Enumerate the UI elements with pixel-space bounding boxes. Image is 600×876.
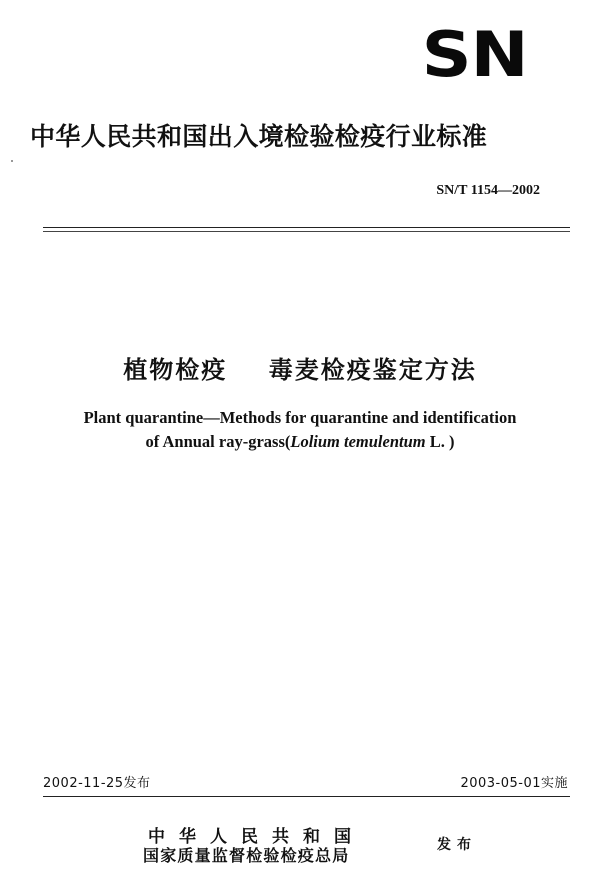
chinese-title: 植物检疫 毒麦检疫鉴定方法 xyxy=(123,356,477,384)
issue-date: 2002-11-25发布 xyxy=(43,776,151,791)
english-title-suffix: L. ) xyxy=(425,432,455,451)
issuer-country: 中华人民共和国 xyxy=(148,827,365,847)
footer-divider xyxy=(43,796,570,797)
english-title-line-2 xyxy=(0,432,600,452)
header-divider-secondary xyxy=(43,231,570,232)
standard-number: SN/T 1154—2002 xyxy=(436,183,540,198)
species-name: Lolium temulentum xyxy=(290,432,426,451)
implementation-date: 2003-05-01实施 xyxy=(460,776,568,791)
industry-standard-heading: 中华人民共和国出入境检验检疫行业标准 xyxy=(30,122,488,151)
scan-dot xyxy=(11,160,13,162)
issuer-agency: 国家质量监督检验检疫总局 xyxy=(143,846,350,865)
sn-logo: SN xyxy=(422,18,528,91)
publish-label: 发布 xyxy=(437,837,477,853)
english-title-prefix: of Annual ray-grass( xyxy=(145,432,291,451)
english-title-line-1: Plant quarantine—Methods for quarantine and identification xyxy=(83,408,517,427)
header-divider xyxy=(43,227,570,228)
